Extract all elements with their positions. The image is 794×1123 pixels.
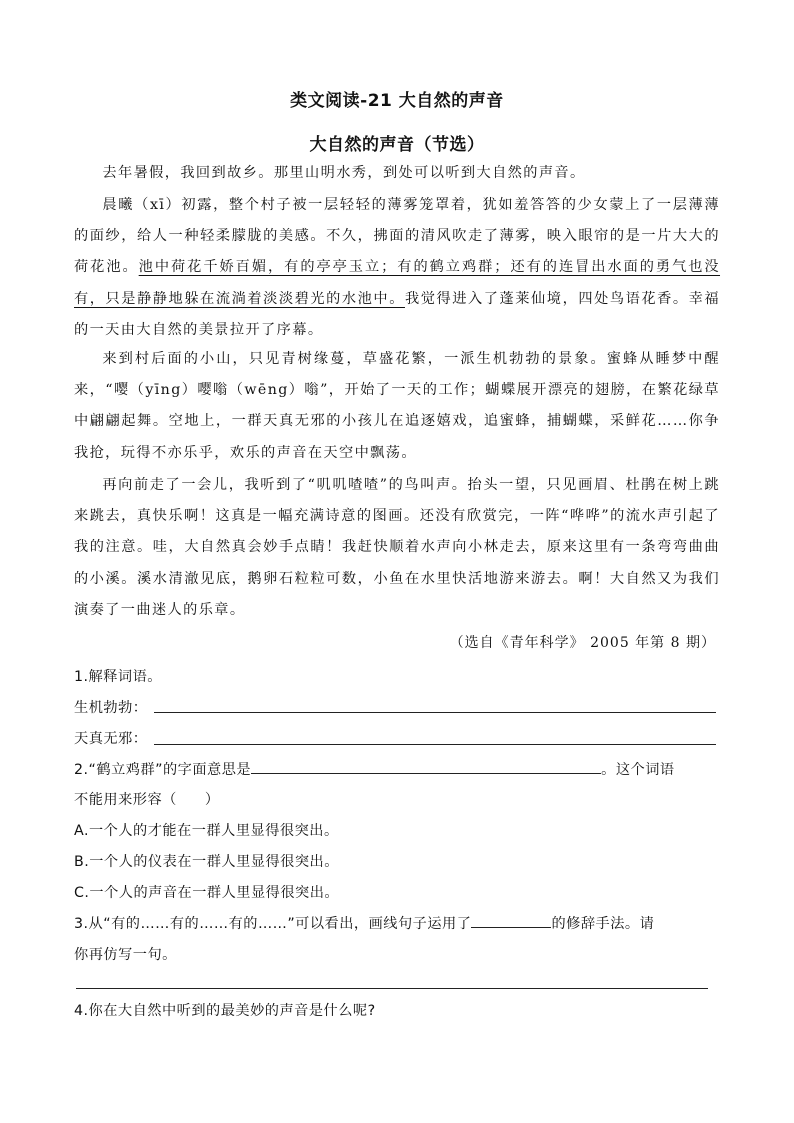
answer-line-imitation[interactable] [76,988,708,989]
question-3-text-tail: 的修辞手法。请 [551,916,655,932]
document-title: 类文阅读-21 大自然的声音 [290,91,504,111]
question-3-text: 3.从“有的……有的……有的……”可以看出，画线句子运用了 [74,916,472,932]
paragraph-4: 再向前走了一会儿，我听到了“叽叽喳喳”的鸟叫声。抬头一望，只见画眉、杜鹃在树上跳来跳去，真快乐啊！这真是一幅充满诗意的图画。还没有欣赏完，一阵“哗哗”的流水声引起了我的注意。哇，大自然真会妙手点睛！我赶快顺着水声向小林走去，原来这里有一条弯弯曲曲的小溪。溪水清澈见底，鹅卵石粒粒可数，小鱼在水里快活地游来游去。啊！大自然又为我们演奏了一曲迷人的乐章。 [74,477,720,618]
question-2-paren-close: ） [204,792,220,808]
question-1-item-1: 生机勃勃： [74,700,148,716]
answer-blank-rhetoric[interactable] [471,913,551,928]
paragraph-2-intro: 晨曦（xī）初露，整个村子被一层轻轻的薄雾笼罩着，犹如羞答答的少女蒙上了一层薄薄的面纱，给人一种轻柔朦胧的美感。不久，拂面的清风吹走了薄雾，映入眼帘的是一片大大的荷花池。 [74,197,720,276]
question-4: 4.你在大自然中听到的最美妙的声音是什么呢? [74,1003,376,1019]
question-1-prompt: 1.解释词语。 [74,669,162,685]
paragraph-3: 来到村后面的小山，只见青树缘蔓，草盛花繁，一派生机勃勃的景象。蜜蜂从睡梦中醒来，“嘤（yīng）嘤嗡（wēng）嗡”，开始了一天的工作；蝴蝶展开漂亮的翅膀，在繁花绿草中翩翩起舞。空地上，一群天真无邪的小孩儿在追逐嬉戏，追蜜蜂，捕蝴蝶，采鲜花……你争我抢，玩得不亦乐乎，欢乐的声音在天空中飘荡。 [74,351,720,461]
answer-line-tianzhen[interactable] [154,744,716,745]
answer-blank-literal-meaning[interactable] [251,759,601,774]
paragraph-2-outro: 我觉得进入了蓬莱仙境，四处鸟语花香。幸福的一天由大自然的美景拉开了序幕。 [74,290,720,338]
source-citation: （选自《青年科学》 2005 年第 8 期） [449,635,716,651]
question-2-option-a: A.一个人的才能在一群人里显得很突出。 [74,823,339,839]
paragraph-2 [74,190,720,346]
question-2-option-c: C.一个人的声音在一群人里显得很突出。 [74,885,340,901]
question-2-line-1 [74,759,720,781]
question-1-item-2: 天真无邪： [74,731,148,747]
question-3-line-1 [74,913,720,935]
underlined-sentence: 池中荷花千娇百媚，有的亭亭玉立；有的鹤立鸡群；还有的连冒出水面的勇气也没有，只是静静地躲在流淌着淡淡碧光的水池中。 [74,259,721,307]
question-2-option-b: B.一个人的仪表在一群人里显得很突出。 [74,854,339,870]
question-2-stem: 不能用来形容（ [74,792,177,808]
question-3-line-2: 你再仿写一句。 [74,947,177,963]
paragraph-1: 去年暑假，我回到故乡。那里山明水秀，到处可以听到大自然的声音。 [102,165,586,181]
question-2-line-2 [74,789,720,811]
answer-line-shengji[interactable] [154,712,716,713]
passage-title: 大自然的声音（节选） [309,135,485,155]
question-2-text: 2.“鹤立鸡群”的字面意思是 [74,762,252,778]
question-2-text-tail: 。这个词语 [601,762,675,778]
